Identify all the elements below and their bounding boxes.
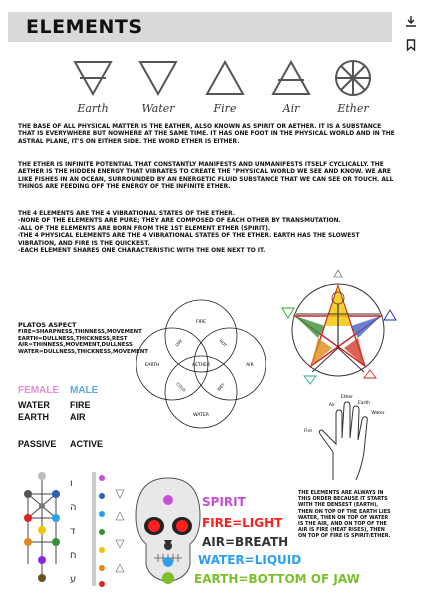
ether-symbol — [323, 58, 383, 115]
element-venn-diagram — [136, 298, 266, 430]
svg-text:ה: ה — [70, 502, 77, 513]
skull-label-spirit: SPIRIT — [202, 495, 246, 509]
venn-wet: WET — [216, 382, 226, 392]
ether-wheel-icon — [331, 58, 375, 98]
skull-label-air: AIR=BREATH — [202, 535, 289, 549]
vib-line: -THE 4 PHYSICAL ELEMENTS ARE THE 4 VIBRATIONAL STATES OF THE ETHER. EARTH HAS THE SLOWEST VIBRATION, AND FIRE IS THE QUICKEST. — [18, 233, 360, 247]
venn-dry: DRY — [174, 338, 184, 348]
male-label: MALE — [70, 385, 99, 396]
platos-line: AIR=THINNESS,MOVEMENT,DULLNESS — [18, 342, 133, 348]
skull-figure — [130, 474, 206, 588]
paragraph-vibrational-states — [18, 211, 398, 255]
page — [8, 8, 398, 601]
earth-symbol — [63, 58, 123, 115]
hand-water: Water — [371, 411, 385, 416]
page-title: ELEMENTS — [26, 16, 143, 38]
hand-air: Air — [328, 403, 336, 408]
air-triangle-icon — [269, 58, 313, 98]
platos-aspect — [18, 321, 148, 355]
water-label: Water — [141, 102, 175, 115]
venn-earth: EARTH — [144, 363, 160, 368]
svg-text:ע: ע — [70, 574, 77, 585]
paragraph-aether: THE BASE OF ALL PHYSICAL MATTER IS THE EATHER, ALSO KNOWN AS SPIRIT OR AETHER. IT IS A SUBSTANCE THAT IS EVERYWHERE BUT NOWHERE AT THE SAME TIME. IT HAS ONE FOOT IN THE PHYSICAL WORLD AND IN THE ASTRAL PLANE, IT'S ON EITHER SIDE. THE WORD ETHER IS EITHER. — [18, 124, 395, 145]
air-symbol — [261, 58, 321, 115]
air-label: Air — [282, 102, 300, 115]
svg-text:ו: ו — [70, 478, 73, 489]
male-item: FIRE — [70, 400, 91, 410]
download-icon — [404, 14, 418, 28]
svg-text:ח: ח — [70, 550, 77, 561]
skull-label-earth: EARTH=BOTTOM OF JAW — [194, 572, 360, 586]
water-symbol — [128, 58, 188, 115]
venn-air: AIR — [246, 363, 254, 368]
vib-line: THE 4 ELEMENTS ARE THE 4 VIBRATIONAL STATES OF THE ETHER. — [18, 211, 236, 217]
venn-cold: COLD — [175, 381, 187, 393]
venn-hot: HOT — [218, 338, 228, 348]
platos-line: EARTH=DULLNESS,THICKNESS,REST — [18, 335, 128, 342]
fire-symbol — [195, 58, 255, 115]
vib-line: -EACH ELEMENT SHARES ONE CHARACTERISTIC WITH THE ONE NEXT TO IT. — [18, 248, 266, 255]
bookmark-icon — [404, 38, 418, 52]
fire-label: Fire — [213, 102, 237, 115]
pentagram-man-figure — [280, 268, 400, 386]
female-item: WATER — [18, 400, 50, 410]
bookmark-button[interactable] — [400, 34, 422, 56]
female-item: EARTH — [18, 412, 49, 422]
element-order-text: THE ELEMENTS ARE ALWAYS IN THIS ORDER BECAUSE IT STARTS WITH THE DENSEST (EARTH), THEN ON TOP OF THE EARTH LIES WATER, THEN ON TOP OF WATER IS THE AIR, AND ON TOP OF THE AIR IS FIRE (HEAT RISES), THEN ON TOP OF FIRE IS SPIRIT/ETHER. — [298, 490, 391, 540]
platos-line: FIRE=SHARPNESS,THINNESS,MOVEMENT — [18, 329, 142, 335]
skull-label-fire: FIRE=LIGHT — [202, 516, 283, 530]
platos-line: WATER=DULLNESS,THICKNESS,MOVEMENT — [18, 348, 148, 355]
active-label: ACTIVE — [70, 439, 104, 449]
passive-label: PASSIVE — [18, 439, 57, 449]
venn-aether: AETHER — [191, 363, 211, 368]
platos-heading: PLATOS ASPECT — [18, 321, 77, 329]
vib-line: -ALL OF THE ELEMENTS ARE BORN FROM THE 1ST ELEMENT ETHER (SPIRIT). — [18, 225, 271, 232]
hand-fire: Fire — [303, 429, 313, 434]
water-triangle-icon — [136, 58, 180, 98]
earth-triangle-icon — [71, 58, 115, 98]
download-button[interactable] — [400, 10, 422, 32]
earth-label: Earth — [77, 102, 109, 115]
svg-text:ד: ד — [70, 526, 76, 537]
hand-elements-figure — [298, 392, 398, 484]
fire-triangle-icon — [203, 58, 247, 98]
vib-line: -NONE OF THE ELEMENTS ARE PURE; THEY ARE COMPOSED OF EACH OTHER BY TRANSMUTATION. — [18, 218, 341, 225]
element-symbols-row — [63, 58, 383, 128]
ether-label: Ether — [337, 102, 369, 115]
skull-label-water: WATER=LIQUID — [198, 553, 302, 567]
hand-ether: Ether — [340, 395, 354, 400]
male-item: AIR — [70, 412, 86, 422]
female-label: FEMALE — [18, 385, 60, 396]
paragraph-ether-potential: THE ETHER IS INFINITE POTENTIAL THAT CONSTANTLY MANIFESTS AND UNMANIFESTS ITSELF CYCLICALLY. THE AETHER IS THE HIDDEN ENERGY THAT VIBRATES TO CREATE THE "PHYSICAL WORLD WE SEE AND KNOW. WE ARE LIKE FISHES IN AN OCEAN, SURROUNDED BY AN ENERGETIC FLUID SUBSTANCE THAT WE CAN SEE OR TOUCH. ALL THINGS ARE FEEDING OFF THE ENERGY OF THE INFINITE ETHER. — [18, 162, 394, 191]
venn-water: WATER — [193, 413, 209, 418]
tree-of-life-figure — [20, 464, 136, 590]
hand-earth: Earth — [357, 401, 371, 406]
venn-fire: FIRE — [196, 320, 206, 325]
title-bar — [8, 12, 392, 42]
